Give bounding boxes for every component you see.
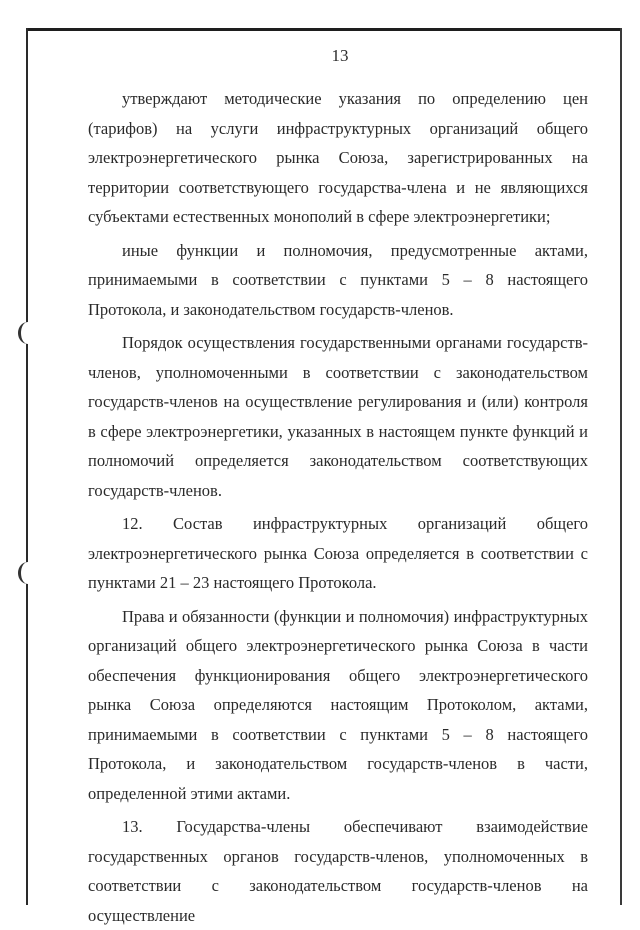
- paragraph: Порядок осуществления государственными органами государств-членов, уполномоченными в соответствии с законодательством государств-членов на осуществление регулирования и (или) контроля в сфере электроэнергетики, указанных в настоящем пункте функций и полномочий определяется законодательством соответствующих государств-членов.: [88, 333, 588, 500]
- paragraph: утверждают методические указания по определению цен (тарифов) на услуги инфраструктурных организаций общего электроэнергетического рынка Союза, зарегистрированных на территории соответствующего государства-члена и не являющихся субъектами естественных монополий в сфере электроэнергетики;: [88, 89, 588, 226]
- scan-border-left: [26, 28, 28, 905]
- binder-hole: [18, 322, 37, 344]
- paragraph: 13. Государства-члены обеспечивают взаимодействие государственных органов государств-членов, уполномоченных в соответствии с законодательством государств-членов на осуществление: [88, 817, 588, 925]
- binder-hole: [18, 562, 37, 584]
- paragraph: Права и обязанности (функции и полномочия) инфраструктурных организаций общего электроэнергетического рынка Союза в части обеспечения функционирования общего электроэнергетического рынка Союза определяются настоящим Протоколом, актами, принимаемыми в соответствии с пунктами 5 – 8 настоящего Протокола, и законодательством государств-членов в части, определенной этими актами.: [88, 606, 588, 803]
- paragraph: иные функции и полномочия, предусмотренные актами, принимаемыми в соответствии с пунктами 5 – 8 настоящего Протокола, и законодательством государств-членов.: [88, 240, 588, 319]
- page-number: 13: [331, 46, 349, 65]
- scan-border-top: [26, 28, 622, 31]
- scan-border-right: [620, 28, 622, 905]
- paragraph: 12. Состав инфраструктурных организаций общего электроэнергетического рынка Союза определяется в соответствии с пунктами 21 – 23 настоящего Протокола.: [88, 514, 588, 592]
- document-body: [88, 84, 588, 930]
